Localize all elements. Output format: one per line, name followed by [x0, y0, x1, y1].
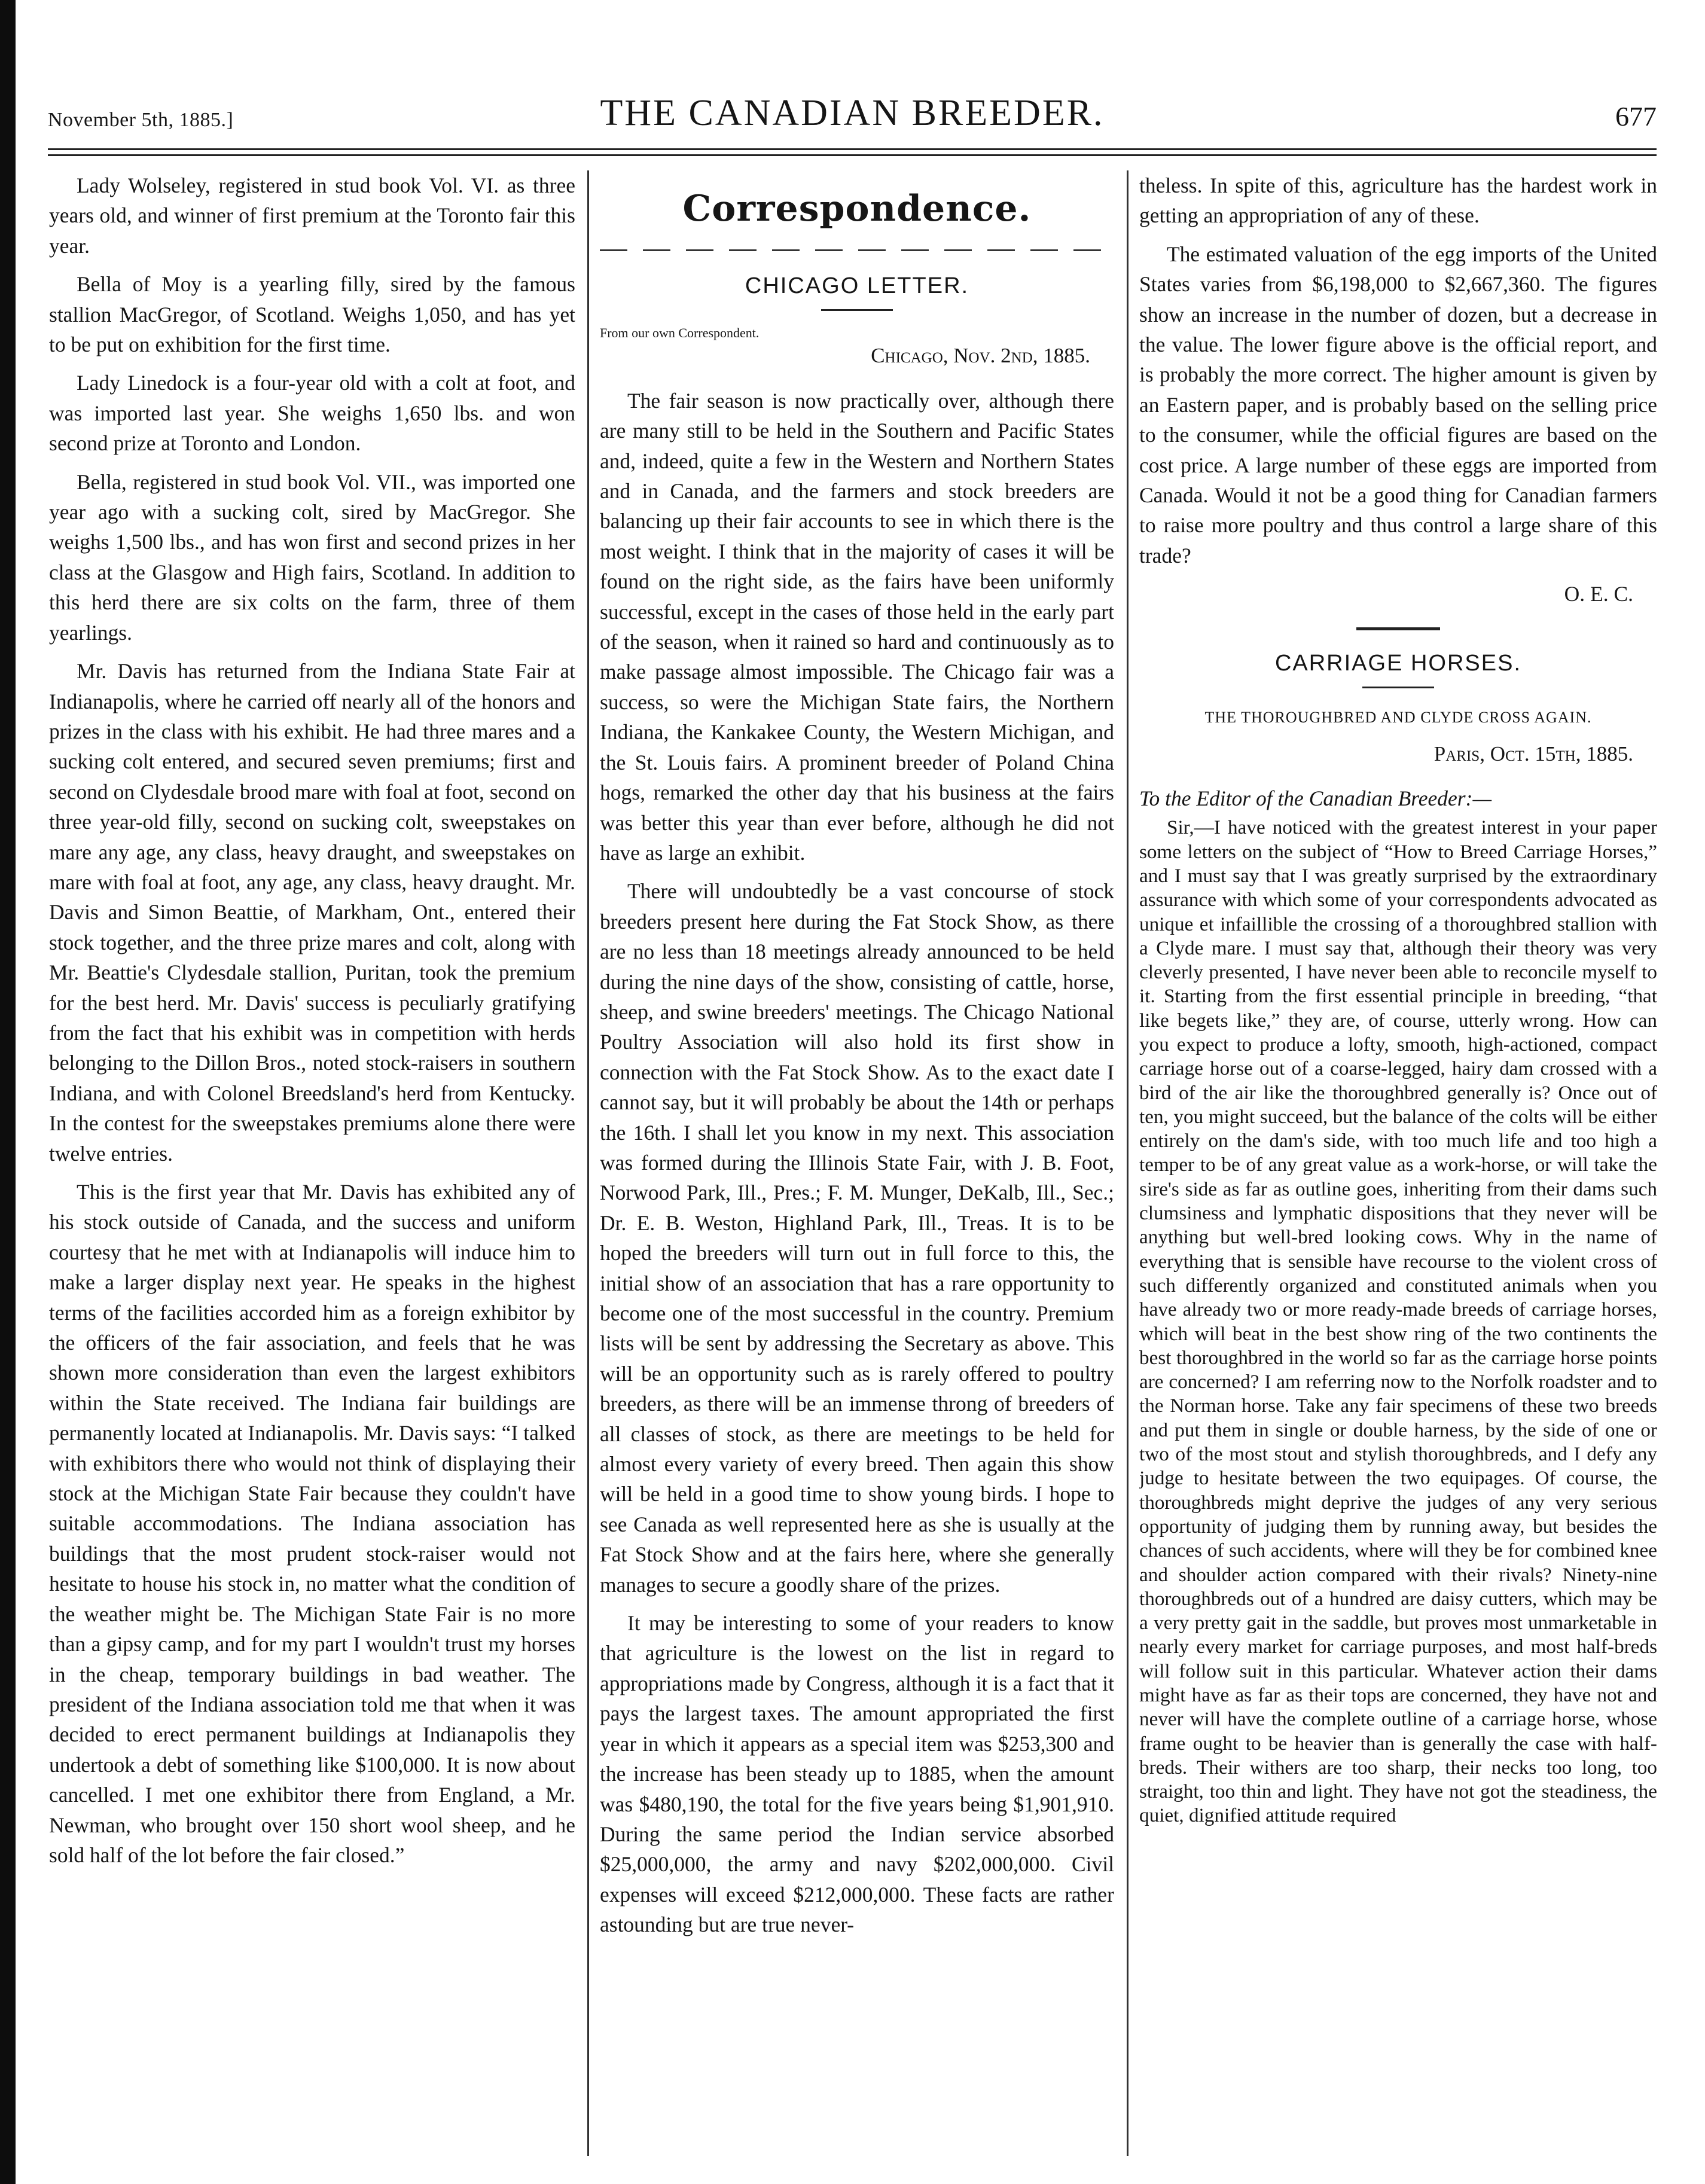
letter-title: CHICAGO LETTER.	[745, 273, 969, 298]
section-rule	[1356, 627, 1440, 630]
paragraph: The estimated valuation of the egg imports of the United States varies from $6,198,000 to $2,667,360. The figures show an increase in the number of dozen, but a decrease in the value. The lower figure above is the official report, and is probably the more correct. The higher amount is given by an Eastern paper, and is probably based on the selling price to the consumer, while the official figures are based on the cost price. A large number of these eggs are imported from Canada. Would it not be a good thing for Canadian farmers to raise more poultry and thus control a large share of this trade?	[1139, 242, 1657, 568]
paragraph: It may be interesting to some of your readers to know that agriculture is the lowest on the list in regard to appropriations made by Congress, although it is a fact that it pays the largest taxes. The amount appropriated the first year in which it appears as a special item was $253,300 and the increase has been steady up to 1885, when the amount was $480,190, the total for the five years being $1,901,910. During the same period the Indian service absorbed $25,000,000, the army and navy $202,000,000. Civil expenses will exceed $212,000,000. These facts are rather astounding but are true never-	[600, 1611, 1114, 1937]
paragraph: Bella, registered in stud book Vol. VII., was imported one year ago with a sucking colt, sired by MacGregor. She weighs 1,500 lbs., and has won first and second prizes in her class at the Glasgow and High fairs, Scotland. In addition to this herd there are six colts on the farm, three of them yearlings.	[49, 469, 575, 645]
scan-margin-bar	[0, 0, 16, 2184]
ornamental-rule	[600, 243, 1114, 257]
header-rule-top	[48, 148, 1657, 150]
column-1	[49, 170, 575, 2156]
article-title: CARRIAGE HORSES.	[1274, 650, 1522, 676]
paragraph: Lady Wolseley, registered in stud book Vol. VI. as three years old, and winner of first premium at the Toronto fair this year.	[49, 173, 575, 258]
dateline: Paris, Oct. 15th, 1885.	[1433, 742, 1633, 765]
title-rule	[1362, 687, 1434, 688]
header-rule-bottom	[48, 154, 1657, 156]
paragraph: Lady Linedock is a four-year old with a colt at foot, and was imported last year. She weighs 1,650 lbs. and won second prize at Toronto and London.	[49, 371, 575, 456]
issue-date: November 5th, 1885.]	[48, 109, 234, 131]
paragraph: This is the first year that Mr. Davis has exhibited any of his stock outside of Canada, and the success and uniform courtesy that he met with at Indianapolis will induce him to make a larger display next year. He speaks in the highest terms of the facilities accorded him as a foreign exhibitor by the officers of the fair association, and feels that he was shown more consideration than even the largest exhibitors within the State received. The Indiana fair buildings are permanently located at Indianapolis. Mr. Davis says: “I talked with exhibitors there who would not think of displaying their stock at the Michigan State Fair because they couldn't have suitable accommodations. The Indiana association has buildings that the most prudent stock-raiser would not hesitate to house his stock in, no matter what the condition of the weather might be. The Michigan State Fair is no more than a gipsy camp, and for my part I wouldn't trust my horses in the cheap, temporary buildings in bad weather. The president of the Indiana association told me that when it was decided to erect permanent buildings at Indianapolis they undertook a debt of something like $100,000. It is now about cancelled. I met one exhibitor there from England, a Mr. Newman, who brought over 150 short wool sheep, and he sold half of the lot before the fair closed.”	[49, 1180, 575, 1867]
title-rule	[821, 309, 893, 311]
page-number: 677	[1615, 101, 1657, 132]
column-3	[1139, 170, 1657, 2156]
article-subtitle: THE THOROUGHBRED AND CLYDE CROSS AGAIN.	[1204, 709, 1592, 727]
salutation: To the Editor of the Canadian Breeder:—	[1139, 786, 1492, 810]
column-2	[600, 170, 1114, 2156]
dateline: Chicago, Nov. 2nd, 1885.	[871, 344, 1090, 368]
paragraph: The fair season is now practically over, although there are many still to be held in the Southern and Pacific States and, indeed, quite a few in the Western and Northern States and in Canada, and the farmers and stock breeders are balancing up their fair accounts to see in which there is the most weight. I think that in the majority of cases it will be found on the right side, as the fairs have been uniformly successful, except in the cases of those held in the early part of the season, when it rained so hard and continuously as to make passage almost impossible. The Chicago fair was a success, so were the Michigan State fairs, the Northern Indiana, the Kankakee County, the Western Michigan, and the St. Louis fairs. A prominent breeder of Poland China hogs, remarked the other day that his business at the fairs was better this year than ever before, although he did not have as large an exhibit.	[600, 388, 1114, 865]
page-header	[48, 90, 1657, 138]
byline: From our own Correspondent.	[600, 325, 760, 341]
masthead-title: THE CANADIAN BREEDER.	[600, 93, 1105, 133]
paragraph: There will undoubtedly be a vast concourse of stock breeders present here during the Fat Stock Show, as there are no less than 18 meetings already announced to be held during the nine days of the show, consisting of cattle, horse, sheep, and swine breeders' meetings. The Chicago National Poultry Association will also hold its first show in connection with the Fat Stock Show. As to the exact date I cannot say, but it will probably be about the 14th or perhaps the 16th. I shall let you know in my next. This association was formed during the Illinois State Fair, with J. B. Foot, Norwood Park, Ill., Pres.; F. M. Munger, DeKalb, Ill., Sec.; Dr. E. B. Weston, Highland Park, Ill., Treas. It is to be hoped the breeders will turn out in full force to this, the initial show of an association that has a rare opportunity to become one of the most successful in the country. Premium lists will be sent by addressing the Secretary as above. This will be an opportunity such as is rarely offered to poultry breeders, as there will be an immense throng of breeders of all classes of stock, as there are meetings to be held for almost every variety of every breed. Then again this show will be held in a good time to show young birds. I hope to see Canada as well represented here as she is usually at the Fat Stock Show and at the fairs here, where she generally manages to secure a goodly share of the prizes.	[600, 879, 1114, 1597]
column-divider	[1127, 170, 1128, 2156]
paragraph: Mr. Davis has returned from the Indiana State Fair at Indianapolis, where he carried off nearly all of the honors and prizes in the class with his exhibit. He had three mares and a sucking colt entered, and secured seven premiums; first and second on Clydesdale brood mare with foal at foot, second on three year-old filly, second on sucking colt, sweepstakes on mare any age, any class, heavy draught, and sweepstakes on mare with foal at foot, any age, any class, heavy draught. Mr. Davis and Simon Beattie, of Markham, Ont., entered their stock together, and the three prize mares and colt, along with Mr. Beattie's Clydesdale stallion, Puritan, took the premium for the best herd. Mr. Davis' success is peculiarly gratifying from the fact that his exhibit was in competition with herds belonging to the Dillon Bros., noted stock-raisers in southern Indiana, and with Colonel Breedsland's herd from Kentucky. In the contest for the sweepstakes premiums alone there were twelve entries.	[49, 659, 575, 1166]
signature: O. E. C.	[1564, 582, 1633, 606]
correspondence-heading: Correspondence.	[682, 188, 1032, 230]
column-divider	[587, 170, 589, 2156]
paragraph: theless. In spite of this, agriculture has the hardest work in getting an appropriation of any of these.	[1139, 173, 1657, 228]
paragraph: Bella of Moy is a yearling filly, sired by the famous stallion MacGregor, of Scotland. Weighs 1,050, and has yet to be put on exhibition for the first time.	[49, 272, 575, 357]
letter-body: Sir,—I have noticed with the greatest interest in your paper some letters on the subject of “How to Breed Carriage Horses,” and I must say that I was greatly surprised by the extraordinary assurance with which some of your correspondents advocated as unique et infaillible the crossing of a thoroughbred stallion with a Clyde mare. I must say that, although their theory was very cleverly presented, I have never been able to reconcile myself to it. Starting from the first essential principle in breeding, “that like begets like,” they are, of course, utterly wrong. How can you expect to produce a lofty, smooth, high-actioned, compact carriage horse out of a coarse-legged, hairy dam crossed with a bird of the air like the thoroughbred generally is? Once out of ten, you might succeed, but the balance of the colts will be either entirely on the dam's side, with too much life and too high a temper to be of any great value as a work-horse, or will take the sire's side as far as outline goes, inheriting from their dams such clumsiness and lymphatic dispositions that they never will be anything but well-bred looking cows. Why in the name of everything that is sensible have recourse to the violent cross of such differently organized and constituted animals when you have already two or more ready-made breeds of carriage horses, which will beat in the best show ring of the two continents the best thoroughbred in the world so far as the carriage horse points are concerned? I am referring now to the Norfolk roadster and to the Norman horse. Take any fair specimens of these two breeds and put them in single or double harness, by the side of one or two of the most stout and stylish thoroughbreds, and I defy any judge to hesitate between the two equipages. Of course, the thoroughbreds might deprive the judges of any very serious opportunity of judging them by running away, but besides the chances of such accidents, where will they be for combined knee and shoulder action compared with their rivals? Ninety-nine thoroughbreds out of a hundred are daisy cutters, which may be a very pretty gait in the saddle, but proves most unmarketable in nearly every market for carriage purposes, and most half-breds will follow suit in this particular. Whatever action their dams might have as far as their tops are concerned, they have not and never will have the complete outline of a carriage horse, whose frame ought to be heavier than is generally the case with half-breds. Their withers are too sharp, their necks too long, too straight, too thin and light. They have not got the steadiness, the quiet, dignified attitude required	[1139, 816, 1657, 1827]
